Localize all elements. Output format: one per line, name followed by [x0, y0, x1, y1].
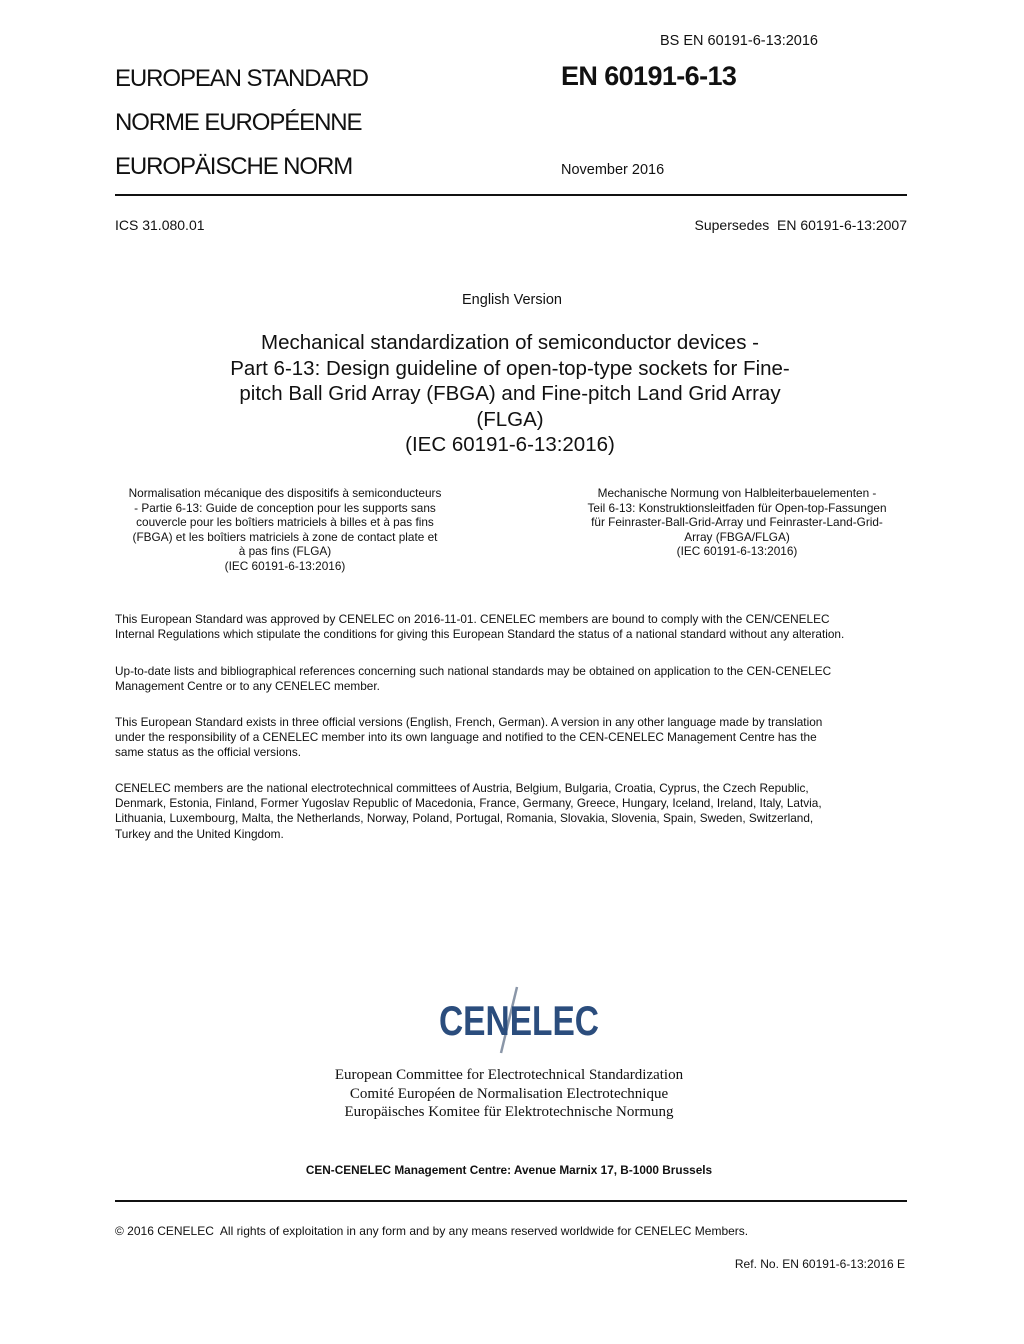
paragraph-line: Denmark, Estonia, Finland, Former Yugoslav Republic of Macedonia, France, Germany, Greece, Hungary, Iceland, Ireland, Italy, Latvia,: [115, 796, 822, 811]
title-de-line: Teil 6-13: Konstruktionsleitfaden für Open-top-Fassungen: [587, 500, 887, 515]
lists-paragraph: [115, 664, 915, 694]
standard-names: [115, 63, 368, 195]
paragraph-line: Up-to-date lists and bibliographical references concerning such national standards may be obtained on application to the CEN-CENELEC: [115, 664, 832, 678]
standard-name-de: EUROPÄISCHE NORM: [115, 153, 353, 180]
paragraph-line: CENELEC members are the national electrotechnical committees of Austria, Belgium, Bulgaria, Croatia, Cyprus, the Czech Republic,: [115, 781, 809, 795]
title-line: (FLGA): [476, 407, 544, 431]
en-number: EN 60191-6-13: [561, 61, 737, 91]
title-de-line: (IEC 60191-6-13:2016): [676, 544, 798, 559]
document-reference: BS EN 60191-6-13:2016: [660, 33, 818, 49]
header-rule: [115, 194, 907, 196]
title-line: Mechanical standardization of semiconductor devices -: [261, 331, 759, 354]
members-paragraph: [115, 781, 915, 842]
title-fr-line: Normalisation mécanique des dispositifs à semiconducteurs: [128, 486, 442, 500]
language-version: English Version: [462, 292, 562, 308]
title-line: Part 6-13: Design guideline of open-top-type sockets for Fine-: [230, 356, 790, 380]
paragraph-line: Turkey and the United Kingdom.: [115, 826, 284, 841]
standard-name-en: EUROPEAN STANDARD: [115, 65, 368, 92]
title-fr-line: (FBGA) et les boîtiers matriciels à zone de contact plate et: [132, 529, 438, 544]
title-de-line: Array (FBGA/FLGA): [684, 529, 790, 544]
title-de-line: für Feinraster-Ball-Grid-Array und Feinraster-Land-Grid-: [591, 515, 883, 530]
publication-date: November 2016: [561, 162, 665, 178]
title-fr-line: - Partie 6-13: Guide de conception pour les supports sans: [134, 500, 436, 515]
paragraph-line: This European Standard exists in three official versions (English, French, German). A version in any other language made by translation: [115, 715, 823, 729]
supersedes-note: Supersedes EN 60191-6-13:2007: [694, 217, 907, 233]
standard-name-fr: NORME EUROPÉENNE: [115, 109, 362, 136]
title-line: (IEC 60191-6-13:2016): [405, 433, 615, 456]
document-title: [180, 330, 840, 458]
versions-paragraph: [115, 715, 915, 761]
cenelec-logo: [437, 985, 602, 1055]
title-german: [562, 486, 912, 559]
management-centre-address: CEN-CENELEC Management Centre: Avenue Marnix 17, B-1000 Brussels: [305, 1163, 713, 1177]
copyright-notice: © 2016 CENELEC All rights of exploitation in any form and by any means reserved worldwide for CENELEC Members.: [115, 1224, 749, 1238]
paragraph-line: Management Centre or to any CENELEC member.: [115, 679, 380, 694]
approval-paragraph: [115, 612, 915, 642]
committee-names: [0, 1066, 1018, 1122]
paragraph-line: same status as the official versions.: [115, 745, 301, 760]
title-french: [110, 486, 460, 574]
ics-code: ICS 31.080.01: [115, 217, 205, 233]
paragraph-line: under the responsibility of a CENELEC member into its own language and notified to the CEN-CENELEC Management Centre has the: [115, 730, 817, 745]
title-fr-line: couvercle pour les boîtiers matriciels à billes et à pas fins: [136, 515, 434, 530]
title-de-line: Mechanische Normung von Halbleiterbauelementen -: [597, 486, 877, 500]
paragraph-line: Internal Regulations which stipulate the conditions for giving this European Standard the status of a national standard without any alteration.: [115, 627, 845, 642]
paragraph-line: Lithuania, Luxembourg, Malta, the Netherlands, Norway, Poland, Portugal, Romania, Slovakia, Slovenia, Spain, Sweden, Switzerland,: [115, 811, 814, 826]
title-fr-line: (IEC 60191-6-13:2016): [224, 558, 346, 573]
committee-name-de: Europäisches Komitee für Elektrotechnische Normung: [344, 1104, 674, 1120]
title-fr-line: à pas fins (FLGA): [238, 544, 332, 559]
logo-wordmark: CENELEC: [439, 997, 599, 1044]
footer-rule: [115, 1200, 907, 1202]
reference-number: Ref. No. EN 60191-6-13:2016 E: [734, 1257, 905, 1271]
paragraph-line: This European Standard was approved by CENELEC on 2016-11-01. CENELEC members are bound to comply with the CEN/CENELEC: [115, 612, 830, 626]
title-line: pitch Ball Grid Array (FBGA) and Fine-pitch Land Grid Array: [239, 382, 781, 405]
committee-name-fr: Comité Européen de Normalisation Electrotechnique: [349, 1085, 669, 1102]
committee-name-en: European Committee for Electrotechnical Standardization: [334, 1067, 684, 1083]
